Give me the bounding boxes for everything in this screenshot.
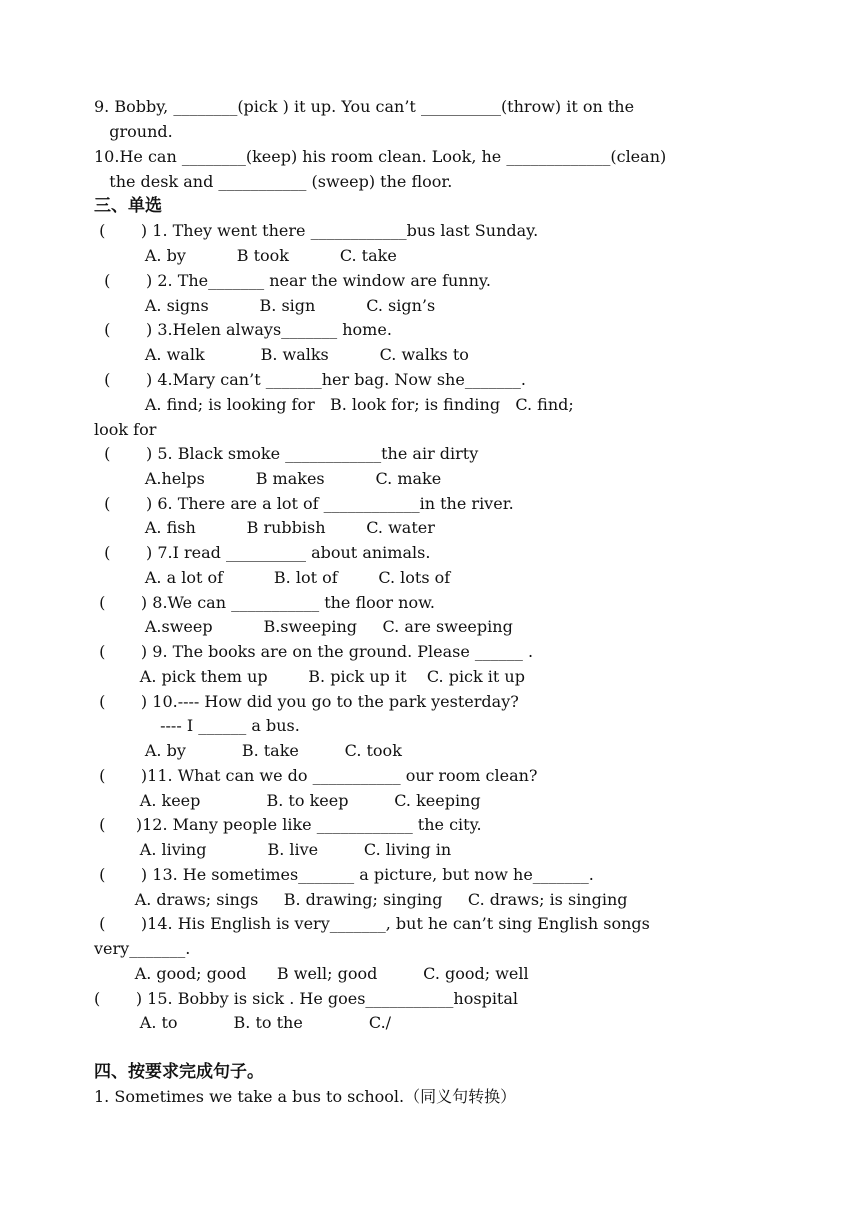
mc-13-options: A. draws; sings B. drawing; singing C. draws; is singing: [94, 890, 628, 909]
mc-2-question: ( ) 2. The_______ near the window are funny.: [94, 271, 491, 290]
mc-5-question: ( ) 5. Black smoke ____________the air dirty: [94, 444, 479, 463]
mc-6-question: ( ) 6. There are a lot of ____________in the river.: [94, 494, 514, 513]
mc-8-question: ( ) 8.We can ___________ the floor now.: [94, 593, 435, 612]
mc-9-question: ( ) 9. The books are on the ground. Please ______ .: [94, 642, 534, 661]
section-4-heading: 四、按要求完成句子。: [94, 1062, 264, 1082]
mc-7-question: ( ) 7.I read __________ about animals.: [94, 543, 431, 562]
question-9-line-2: ground.: [94, 122, 173, 141]
mc-15-options: A. to B. to the C./: [94, 1013, 392, 1032]
mc-3-options: A. walk B. walks C. walks to: [94, 345, 469, 364]
mc-14-question-cont: very_______.: [94, 939, 191, 958]
mc-10-question: ( ) 10.---- How did you go to the park yesterday?: [94, 692, 519, 711]
mc-5-options: A.helps B makes C. make: [94, 469, 442, 488]
mc-8-options: A.sweep B.sweeping C. are sweeping: [94, 617, 513, 636]
mc-4-options: A. find; is looking for B. look for; is finding C. find;: [94, 395, 574, 414]
mc-10-question-cont: ---- I ______ a bus.: [94, 716, 300, 735]
mc-11-question: ( )11. What can we do ___________ our room clean?: [94, 766, 538, 785]
question-10-line-2: the desk and ___________ (sweep) the floor.: [94, 172, 453, 191]
section-3-heading: 三、单选: [94, 196, 162, 216]
mc-4-options-cont: look for: [94, 420, 157, 439]
mc-4-question: ( ) 4.Mary can’t _______her bag. Now she_______.: [94, 370, 526, 389]
mc-9-options: A. pick them up B. pick up it C. pick it up: [94, 667, 525, 686]
mc-14-question: ( )14. His English is very_______, but he can’t sing English songs: [94, 914, 650, 933]
mc-1-options: A. by B took C. take: [94, 246, 397, 265]
mc-13-question: ( ) 13. He sometimes_______ a picture, but now he_______.: [94, 865, 594, 884]
mc-11-options: A. keep B. to keep C. keeping: [94, 791, 481, 810]
mc-7-options: A. a lot of B. lot of C. lots of: [94, 568, 451, 587]
mc-12-question: ( )12. Many people like ____________ the city.: [94, 815, 482, 834]
mc-14-options: A. good; good B well; good C. good; well: [94, 964, 529, 983]
mc-12-options: A. living B. live C. living in: [94, 840, 452, 859]
mc-15-question: ( ) 15. Bobby is sick . He goes___________hospital: [94, 989, 519, 1008]
mc-1-question: ( ) 1. They went there ____________bus last Sunday.: [94, 221, 539, 240]
mc-2-options: A. signs B. sign C. sign’s: [94, 296, 436, 315]
mc-10-options: A. by B. take C. took: [94, 741, 402, 760]
rewrite-1-question: 1. Sometimes we take a bus to school.（同义句转换）: [94, 1087, 517, 1106]
question-9-line-1: 9. Bobby, ________(pick ) it up. You can’t __________(throw) it on the: [94, 97, 635, 116]
mc-3-question: ( ) 3.Helen always_______ home.: [94, 320, 392, 339]
mc-6-options: A. fish B rubbish C. water: [94, 518, 435, 537]
question-10-line-1: 10.He can ________(keep) his room clean. Look, he _____________(clean): [94, 147, 667, 166]
